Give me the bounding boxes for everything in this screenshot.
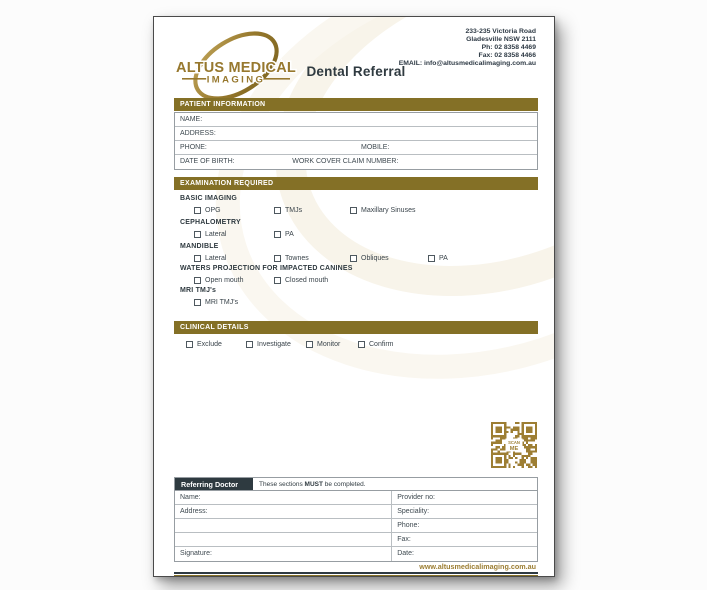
group-label-waters-projection: WATERS PROJECTION FOR IMPACTED CANINES	[180, 265, 353, 272]
table-row	[175, 113, 537, 127]
checkbox-option-ceph-pa[interactable]: PA	[274, 229, 294, 239]
checkbox-icon[interactable]	[306, 341, 313, 348]
checkbox-icon[interactable]	[428, 255, 435, 262]
checkbox-icon[interactable]	[194, 231, 201, 238]
checkbox-icon[interactable]	[274, 277, 281, 284]
checkbox-option-investigate[interactable]: Investigate	[246, 339, 291, 349]
options-row	[174, 253, 538, 264]
qr-label-bottom: ME	[509, 445, 519, 452]
name-field[interactable]: NAME:	[180, 116, 203, 123]
checkbox-option-mri-tmjs[interactable]: MRI TMJ's	[194, 297, 238, 307]
checkbox-icon[interactable]	[186, 341, 193, 348]
checkbox-icon[interactable]	[194, 277, 201, 284]
checkbox-option-monitor[interactable]: Monitor	[306, 339, 340, 349]
ref-address-line2-field[interactable]	[175, 519, 392, 533]
checkbox-option-tmjs[interactable]: TMJs	[274, 205, 302, 215]
options-row	[174, 339, 538, 350]
options-row	[174, 229, 538, 240]
checkbox-option-closed-mouth[interactable]: Closed mouth	[274, 275, 328, 285]
ref-fax-field[interactable]: Fax:	[397, 536, 411, 543]
table-row	[175, 155, 537, 169]
contact-suburb: Gladesville NSW 2111	[466, 36, 536, 43]
referring-doctor-header	[174, 477, 538, 490]
table-row	[175, 547, 537, 561]
checkbox-option-mandible-lateral[interactable]: Lateral	[194, 253, 226, 263]
practice-contact-block	[399, 28, 536, 68]
table-row	[175, 533, 537, 547]
checkbox-option-ceph-lateral[interactable]: Lateral	[194, 229, 226, 239]
checkbox-icon[interactable]	[194, 255, 201, 262]
referral-form-page	[153, 16, 555, 577]
checkbox-icon[interactable]	[350, 207, 357, 214]
section-header-clinical-details: CLINICAL DETAILS	[174, 321, 538, 334]
checkbox-option-exclude[interactable]: Exclude	[186, 339, 222, 349]
checkbox-option-maxillary-sinuses[interactable]: Maxillary Sinuses	[350, 205, 415, 215]
logo-text-primary: ALTUS MEDICAL	[176, 60, 296, 76]
section-header-examination-required: EXAMINATION REQUIRED	[174, 177, 538, 190]
footer-divider-line	[174, 572, 538, 574]
qr-label-top: SCAN	[508, 440, 520, 446]
checkbox-option-mandible-townes[interactable]: Townes	[274, 253, 309, 263]
patient-information-table	[174, 112, 538, 170]
table-row	[175, 505, 537, 519]
footer-gold-bar	[174, 575, 538, 577]
form-title: Dental Referral	[306, 64, 406, 79]
group-label-mandible: MANDIBLE	[180, 243, 219, 250]
checkbox-option-confirm[interactable]: Confirm	[358, 339, 394, 349]
ref-speciality-field[interactable]: Speciality:	[397, 508, 430, 515]
contact-phone: Ph: 02 8358 4469	[481, 44, 536, 51]
ref-name-field[interactable]: Name:	[175, 491, 392, 505]
checkbox-option-open-mouth[interactable]: Open mouth	[194, 275, 244, 285]
contact-fax: Fax: 02 8358 4466	[478, 52, 536, 59]
referring-doctor-table	[174, 490, 538, 562]
checkbox-icon[interactable]	[274, 231, 281, 238]
checkbox-icon[interactable]	[274, 255, 281, 262]
contact-email: EMAIL: info@altusmedicalimaging.com.au	[398, 60, 536, 67]
phone-field[interactable]: PHONE:	[180, 144, 207, 151]
table-row	[175, 141, 537, 155]
checkbox-option-mandible-pa[interactable]: PA	[428, 253, 448, 263]
checkbox-option-opg[interactable]: OPG	[194, 205, 221, 215]
ref-address-line3-field[interactable]	[175, 533, 392, 547]
checkbox-option-mandible-obliques[interactable]: Obliques	[350, 253, 389, 263]
group-label-basic-imaging: BASIC IMAGING	[180, 195, 238, 202]
options-row	[174, 297, 538, 308]
referring-doctor-title: Referring Doctor	[175, 478, 253, 491]
ref-provider-no-field[interactable]: Provider no:	[397, 494, 435, 501]
checkbox-icon[interactable]	[358, 341, 365, 348]
group-label-cephalometry: CEPHALOMETRY	[180, 219, 241, 226]
ref-phone-field[interactable]: Phone:	[397, 522, 420, 529]
mobile-field[interactable]: MOBILE:	[361, 144, 390, 151]
checkbox-icon[interactable]	[274, 207, 281, 214]
options-row	[174, 205, 538, 216]
checkbox-icon[interactable]	[194, 299, 201, 306]
ref-address-field[interactable]: Address:	[175, 505, 392, 519]
address-field[interactable]: ADDRESS:	[180, 130, 216, 137]
options-row	[174, 275, 538, 286]
table-row	[175, 491, 537, 505]
checkbox-icon[interactable]	[246, 341, 253, 348]
table-row	[175, 127, 537, 141]
website-url: www.altusmedicalimaging.com.au	[419, 562, 536, 571]
logo-text-secondary: IMAGING	[206, 74, 266, 86]
checkbox-icon[interactable]	[194, 207, 201, 214]
qr-code	[491, 422, 537, 468]
ref-signature-field[interactable]: Signature:	[175, 547, 392, 561]
contact-street: 233-235 Victoria Road	[465, 28, 536, 35]
section-header-patient-information: PATIENT INFORMATION	[174, 98, 538, 111]
group-label-mri-tmjs: MRI TMJ's	[180, 287, 217, 294]
referring-doctor-note: These sections MUST be completed.	[259, 481, 366, 488]
table-row	[175, 519, 537, 533]
ref-date-field[interactable]: Date:	[397, 550, 414, 557]
date-of-birth-field[interactable]: DATE OF BIRTH:	[180, 158, 235, 165]
work-cover-claim-field[interactable]: WORK COVER CLAIM NUMBER:	[292, 158, 399, 165]
checkbox-icon[interactable]	[350, 255, 357, 262]
